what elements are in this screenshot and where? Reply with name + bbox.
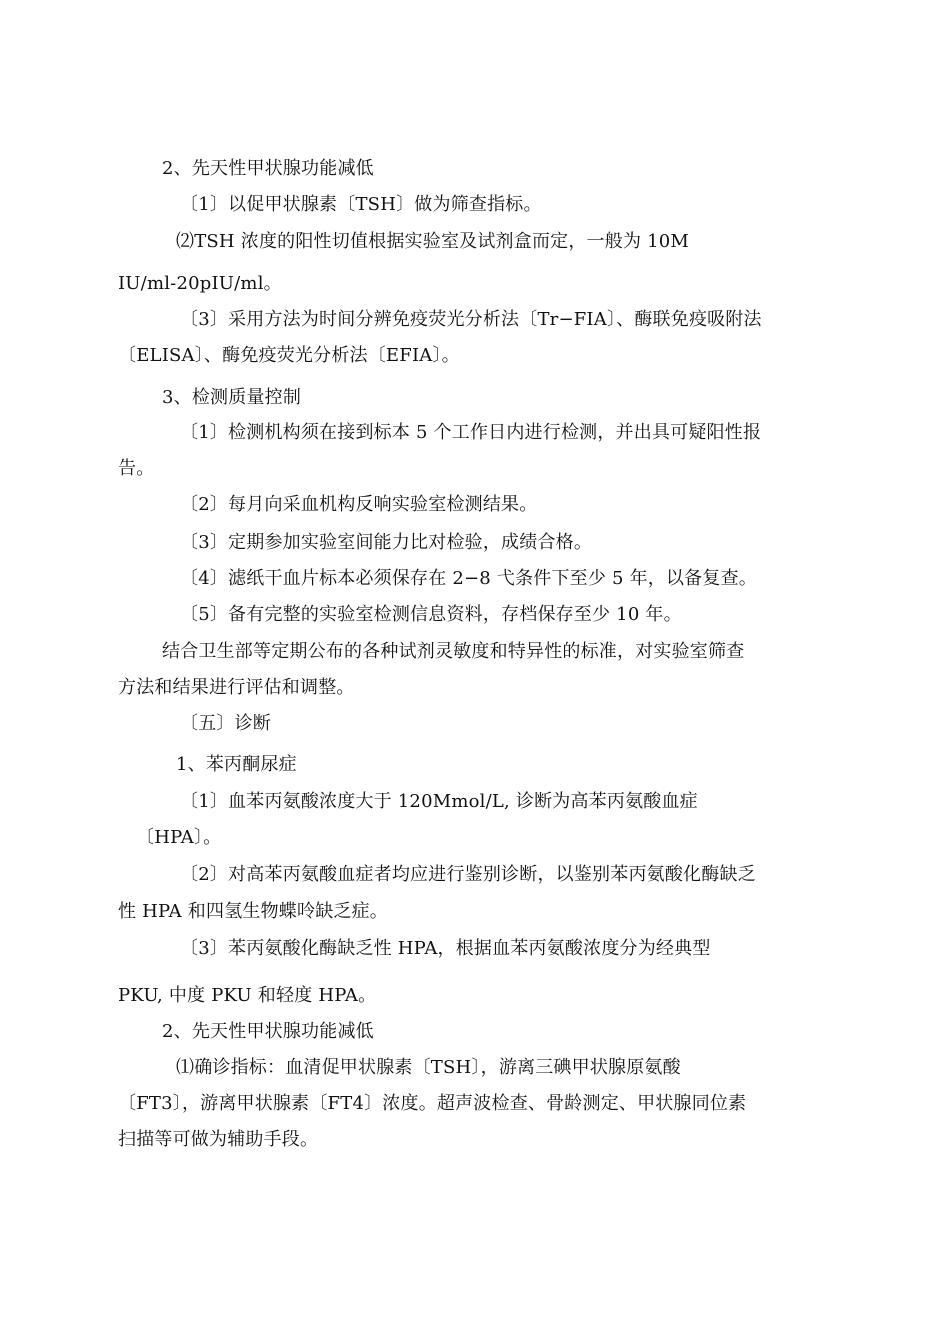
paragraph-line: PKU, 中度 PKU 和轻度 HPA。	[118, 985, 377, 1006]
paragraph-line: 〔4〕滤纸干血片标本必须保存在 2−8 弋条件下至少 5 年，以备复查。	[180, 568, 757, 589]
paragraph-line: IU/ml-20pIU/ml。	[118, 273, 282, 294]
paragraph-line: 〔ELISA〕、酶免疫荧光分析法〔EFIA〕。	[118, 345, 460, 366]
paragraph-line: 方法和结果进行评估和调整。	[118, 677, 355, 698]
paragraph-line: 〔3〕采用方法为时间分辨免疫荧光分析法〔Tr−FIA〕、酶联免疫吸附法	[180, 309, 762, 330]
heading-hypothyroidism-screening: 2、先天性甲状腺功能减低	[162, 158, 374, 179]
paragraph-line: 告。	[118, 458, 155, 479]
heading-pku: 1、苯丙酮尿症	[176, 754, 297, 775]
paragraph-line: 结合卫生部等定期公布的各种试剂灵敏度和特异性的标准，对实验室筛查	[162, 641, 745, 662]
paragraph-line: 〔2〕每月向采血机构反响实验室检测结果。	[180, 494, 538, 515]
heading-quality-control: 3、检测质量控制	[162, 387, 302, 408]
paragraph-line: 〔5〕备有完整的实验室检测信息资料，存档保存至少 10 年。	[180, 604, 682, 625]
paragraph-line: 〔3〕苯丙氨酸化酶缺乏性 HPA，根据血苯丙氨酸浓度分为经典型	[180, 938, 711, 959]
heading-hypothyroidism-diagnosis: 2、先天性甲状腺功能减低	[162, 1021, 374, 1042]
paragraph-line: 〔FT3〕，游离甲状腺素〔FT4〕浓度。超声波检查、骨龄测定、甲状腺同位素	[118, 1093, 747, 1114]
paragraph-line: 〔2〕对高苯丙氨酸血症者均应进行鉴别诊断，以鉴别苯丙氨酸化酶缺乏	[180, 864, 756, 885]
paragraph-line: 性 HPA 和四氢生物蝶呤缺乏症。	[118, 901, 388, 922]
paragraph-line: 〔1〕血苯丙氨酸浓度大于 120Mmol/L, 诊断为高苯丙氨酸血症	[180, 791, 698, 812]
paragraph-line: 〔1〕检测机构须在接到标本 5 个工作日内进行检测，并出具可疑阳性报	[180, 422, 762, 443]
paragraph-line: 〔HPA〕。	[136, 827, 222, 848]
paragraph-line: 〔3〕定期参加实验室间能力比对检验，成绩合格。	[180, 532, 593, 553]
paragraph-line: ⑵TSH 浓度的阳性切值根据实验室及试剂盒而定，一般为 10M	[176, 231, 690, 252]
paragraph-line: 扫描等可做为辅助手段。	[118, 1129, 319, 1150]
paragraph-line: ⑴确诊指标：血清促甲状腺素〔TSH〕，游离三碘甲状腺原氨酸	[176, 1057, 681, 1078]
paragraph-line: 〔1〕以促甲状腺素〔TSH〕做为筛查指标。	[180, 194, 542, 215]
heading-diagnosis: 〔五〕诊断	[180, 713, 271, 734]
